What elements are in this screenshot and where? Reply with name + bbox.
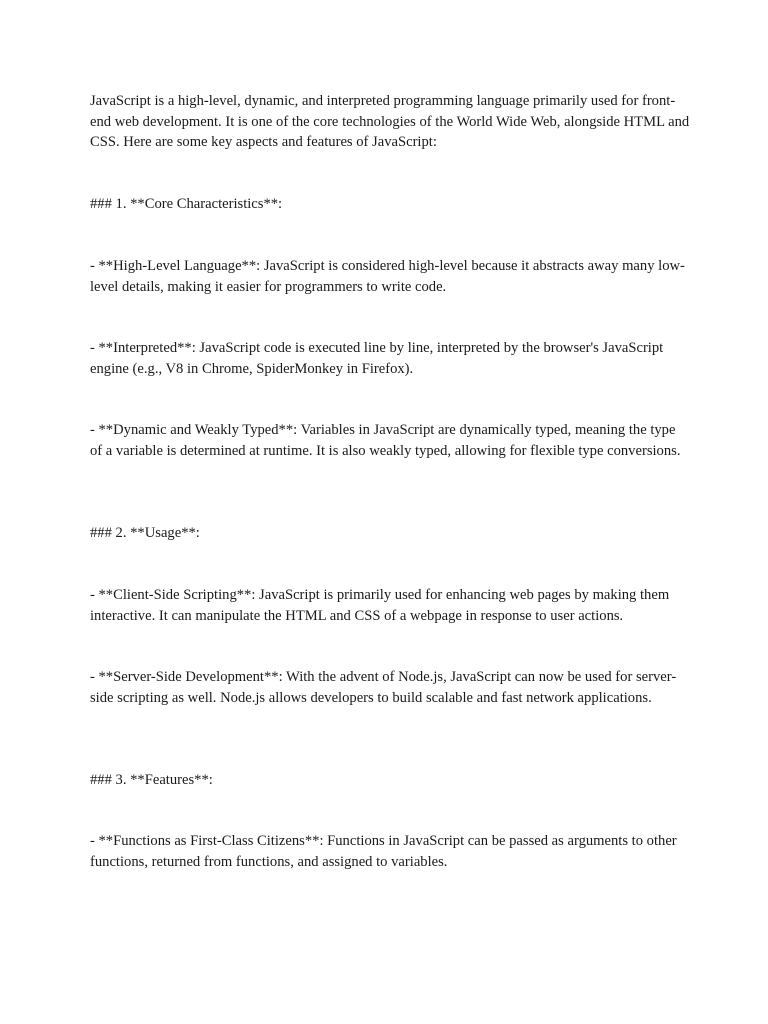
section-heading-usage: ### 2. **Usage**: xyxy=(90,525,200,541)
list-item-server-side-development: - **Server-Side Development**: With the advent of Node.js, JavaScript can now be used for server-side scripting as well. Node.js allows developers to build scalable and fast network applications. xyxy=(90,669,677,706)
list-item-functions-first-class: - **Functions as First-Class Citizens**: Functions in JavaScript can be passed as arguments to other functions, returned from functions, and assigned to variables. xyxy=(90,833,677,870)
list-item-high-level-language: - **High-Level Language**: JavaScript is considered high-level because it abstracts away many low-level details, making it easier for programmers to write code. xyxy=(90,258,685,295)
list-item-dynamic-weakly-typed: - **Dynamic and Weakly Typed**: Variables in JavaScript are dynamically typed, meaning the type of a variable is determined at runtime. It is also weakly typed, allowing for flexible type conversions. xyxy=(90,422,681,459)
intro-paragraph: JavaScript is a high-level, dynamic, and interpreted programming language primarily used for front-end web development. It is one of the core technologies of the World Wide Web, alongside HTML and CSS. Here are some key aspects and features of JavaScript: xyxy=(90,93,690,151)
section-heading-features: ### 3. **Features**: xyxy=(90,772,213,788)
list-item-interpreted: - **Interpreted**: JavaScript code is executed line by line, interpreted by the browser's JavaScript engine (e.g., V8 in Chrome, SpiderMonkey in Firefox). xyxy=(90,340,664,377)
section-heading-core-characteristics: ### 1. **Core Characteristics**: xyxy=(90,196,283,212)
list-item-client-side-scripting: - **Client-Side Scripting**: JavaScript is primarily used for enhancing web pages by making them interactive. It can manipulate the HTML and CSS of a webpage in response to user actions. xyxy=(90,587,670,624)
